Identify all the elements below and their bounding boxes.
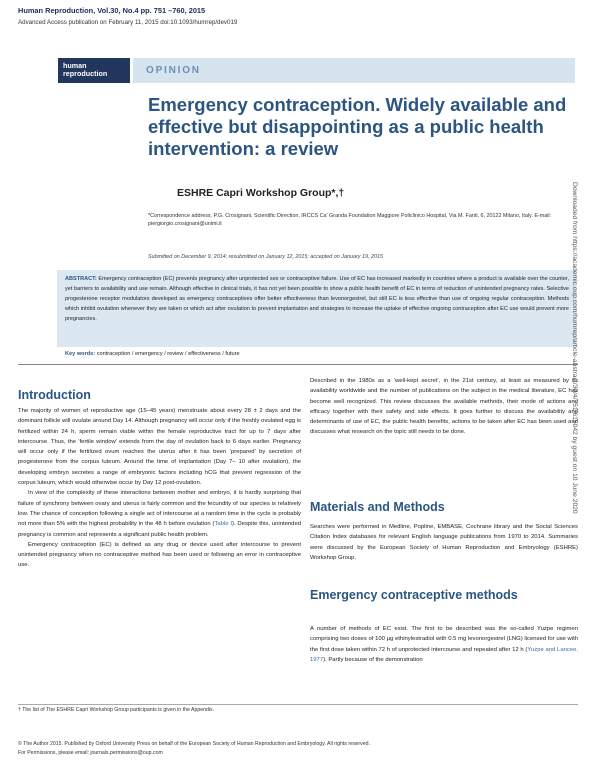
section-divider [18,364,578,365]
abstract-paragraph [65,274,569,324]
ec-methods-paragraph [310,624,578,665]
abstract-label: ABSTRACT: [65,276,97,282]
journal-citation: Human Reproduction, Vol.30, No.4 pp. 751 –760, 2015 [18,6,206,15]
submission-dates: Submitted on December 9, 2014; resubmitted on January 12, 2015; accepted on January 19, 2015 [148,254,383,260]
reference-link[interactable]: Yuzpe and Lancee, 1977 [310,646,578,663]
doi-line: Advanced Access publication on February 11, 2015 doi:10.1093/humrep/dev019 [18,19,238,26]
permissions-line: For Permissions, please email: journals.permissions@oup.com [18,750,163,756]
download-watermark: Downloaded from https://academic.oup.com/humrep/article-abstract/30/4/751/615042 by guest on 10 June 2020 [571,182,578,514]
logo-line-2: reproduction [63,69,108,79]
intro-paragraph-3: Emergency contraception (EC) is defined as any drug or device used after intercourse to prevent unintended pregnancy when no contraceptive method has been used or following an error in contraceptive use. [18,541,301,569]
ec-methods-text-end: ). Partly because of the demonstration [323,656,423,663]
ec-methods-heading: Emergency contraceptive methods [310,588,518,602]
intro-p2-text-end: ). Despite this, unintended pregnancy is common and represents a significant public health problem. [18,521,301,538]
materials-paragraph: Searches were performed in Medline, Popline, EMBASE, Cochrane library and the Social Sciences Citation Index databases for relevant English language publications from 1970 to 2014. Summaries were discussed by the European Society of Human Reproduction and Embryology (ESHRE) Workshop Group. [310,524,578,561]
left-column [18,406,301,571]
abstract-text: Emergency contraception (EC) prevents pregnancy after unprotected sex or contraceptive failure. Use of EC has increased markedly in countries where a product is available over the counter, yet barriers to availability and use remain. Although effective in clinical trials, it has not yet been possible to show a public health benefit of EC in terms of reduction of unintended pregnancy rates. Selective progesterone receptor modulators developed as emergency contraceptives offer better effectiveness than levonorgestrel, but still EC is less effective than use of ongoing regular contraception. Methods which inhibit ovulation whenever they are taken or which act after ovulation to prevent implantation and strategies to increase the uptake of effective ongoing contraception after EC use would prevent more pregnancies. [65,276,569,323]
footnote-divider [18,704,578,705]
table-link[interactable]: Table I [214,521,232,528]
keywords-line [65,351,240,357]
abstract-box [57,270,577,347]
logo-line-1: human [63,61,87,70]
intro-paragraph-4: Described in the 1980s as a ‘well-kept secret’, in the 21st century, at least as measured by its availability worldwide and the number of publications on the subject in the medical literature, EC has become well recognized. This review discusses the available methods, their mode of actions and efficacy together with their safety and side effects. It goes further to discuss the availability and determinants of use of EC, the public health benefits, actions to be taken after EC has been used and discusses what research on the topic still needs to be done. [310,378,578,436]
section-label: OPINION [146,65,201,76]
intro-p2-text: In view of the complexity of these interactions between mother and embryo, it is hardly surprising that failure of synchrony between ovary and uterus is fairly common and the fecundity of our species is relatively low. The chance of conception following a single act of intercourse at a random time in the cycle is probably not more than 5% with the highest probability in the 48 h before ovulation ( [18,490,301,528]
ec-methods-text: A number of methods of EC exist. The first to be described was the so-called Yuzpe regimen comprising two doses of 100 µg ethinylestradiol with 0.5 mg levonorgestrel (LNG) licensed for use with the first dose taken within 72 h of unprotected intercourse and repeated after 12 h ( [310,626,578,653]
intro-heading: Introduction [18,388,91,402]
right-column [310,376,578,438]
author-line: ESHRE Capri Workshop Group*,† [177,187,345,199]
intro-paragraph-2 [18,488,301,539]
footnote: † The list of The ESHRE Capri Workshop Group participants is given in the Appendix. [18,707,215,713]
intro-paragraph-1: The majority of women of reproductive age (15–45 years) menstruate about every 28 ± 2 days and the dominant follicle will ovulate around Day 14. Although pregnancy will occur only if the freshly ovulated egg is fertilized within 24 h, sperm remain viable within the female reproductive tract for up to 7 days after intercourse. Thus, the ‘fertile window’ extends from the day of ovulation back to 6 days earlier. Pregnancy will occur only if the fertilized ovum reaches the uterus after it has been ‘prepared’ by secretion of progesterone from the corpus luteum. Around the time of implantation (Day 7– 10 after ovulation), the developing embryo secretes a range of embryonic factors including hCG that prevent regression of the corpus luteum, which would otherwise occur by Day 12 post-ovulation. [18,408,301,487]
keywords-text: contraception / emergency / review / effectiveness / future [96,351,240,357]
article-title: Emergency contraception. Widely available and effective but disappointing as a public health intervention: a review [148,94,567,159]
materials-heading: Materials and Methods [310,500,445,514]
copyright-line: © The Author 2015. Published by Oxford University Press on behalf of the European Society of Human Reproduction and Embryology. All rights reserved. [18,741,370,747]
correspondence-address: *Correspondence address. P.G. Crosignani, Scientific Direction, IRCCS Ca' Granda Foundation Maggiore Policlinico Hospital, Via M. Fanti, 6, 20122 Milano, Italy. E-mail: piergiorgio.crosignani@unimi.it [148,213,552,227]
keywords-label: Key words: [65,351,96,357]
copyright-block [18,740,578,758]
journal-logo [58,58,130,83]
